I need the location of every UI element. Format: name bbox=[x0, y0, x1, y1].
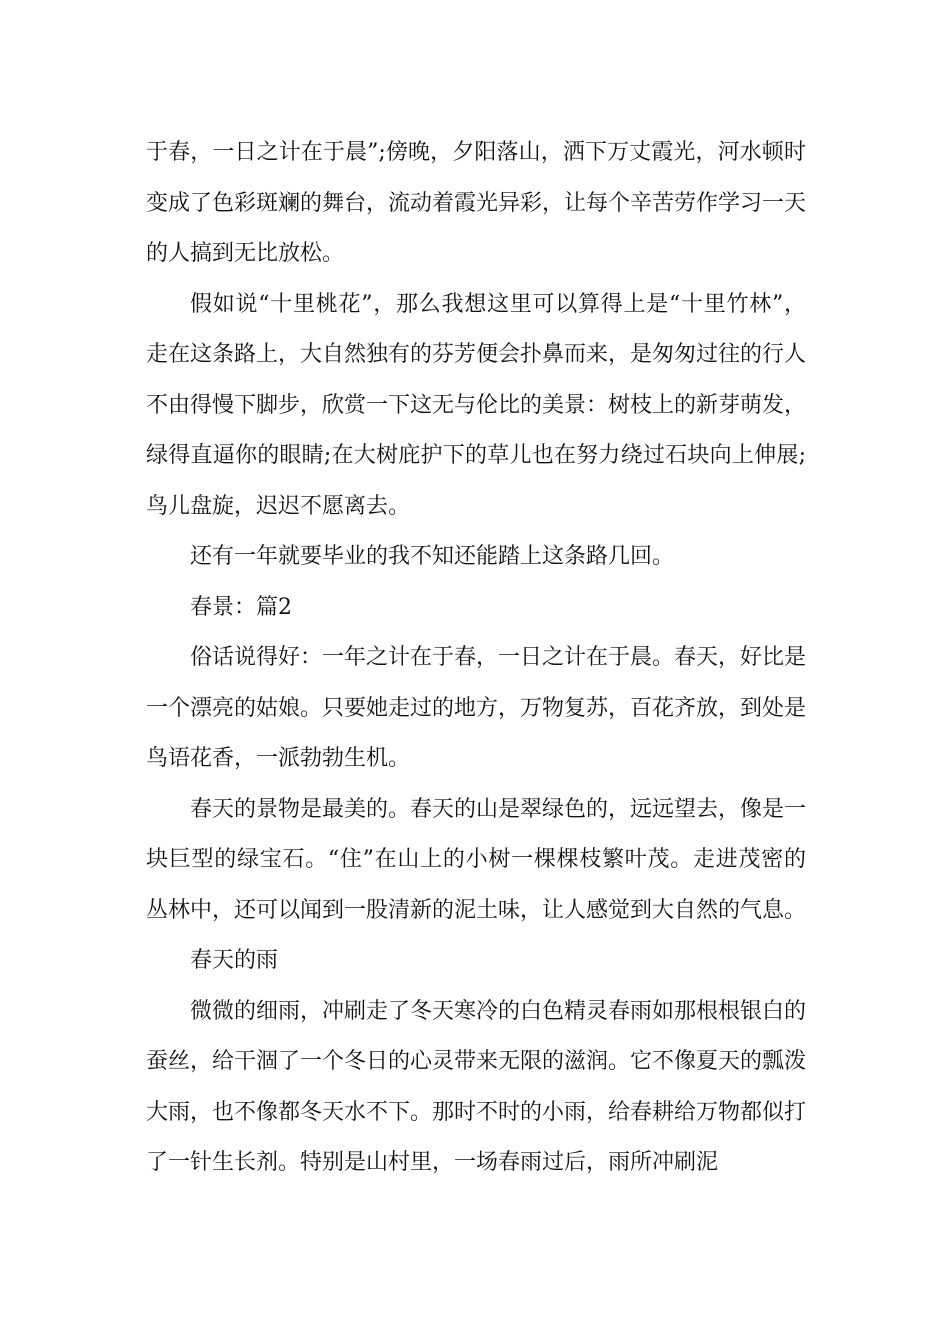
paragraph-spring-mountains: 春天的景物是最美的。春天的山是翠绿色的，远远望去，像是一块巨型的绿宝石。“住”在山上的小树一棵棵枝繁叶茂。走进茂密的丛林中，还可以闻到一股清新的泥土味，让人感觉到大自然的气息。 bbox=[146, 796, 807, 923]
section-heading-spring-scene-2: 春景：篇2 bbox=[190, 594, 292, 620]
paragraph-graduation: 还有一年就要毕业的我不知还能踏上这条路几回。 bbox=[190, 544, 675, 569]
section-heading-spring-rain: 春天的雨 bbox=[190, 948, 279, 973]
paragraph-continuation: 于春，一日之计在于晨”;傍晚，夕阳落山，洒下万丈霞光，河水顿时变成了色彩斑斓的舞台，流动着霞光异彩，让每个辛苦劳作学习一天的人搞到无比放松。 bbox=[146, 140, 807, 266]
document-body bbox=[146, 128, 806, 1189]
paragraph-proverb: 俗话说得好：一年之计在于春，一日之计在于晨。春天，好比是一个漂亮的姑娘。只要她走过的地方，万物复苏，百花齐放，到处是鸟语花香，一派勃勃生机。 bbox=[146, 645, 807, 771]
paragraph-drizzle: 微微的细雨，冲刷走了冬天寒冷的白色精灵春雨如那根根银白的蚕丝，给干涸了一个冬日的心灵带来无限的滋润。它不像夏天的瓢泼大雨，也不像都冬天水不下。那时不时的小雨，给春耕给万物都似打了一针生长剂。特别是山村里，一场春雨过后，雨所冲刷泥 bbox=[146, 998, 807, 1175]
paragraph-bamboo-forest: 假如说“十里桃花”，那么我想这里可以算得上是“十里竹林”，走在这条路上，大自然独有的芬芳便会扑鼻而来，是匆匆过往的行人不由得慢下脚步，欣赏一下这无与伦比的美景：树枝上的新芽萌发，绿得直逼你的眼睛;在大树庇护下的草儿也在努力绕过石块向上伸展;鸟儿盘旋，迟迟不愿离去。 bbox=[146, 291, 807, 519]
